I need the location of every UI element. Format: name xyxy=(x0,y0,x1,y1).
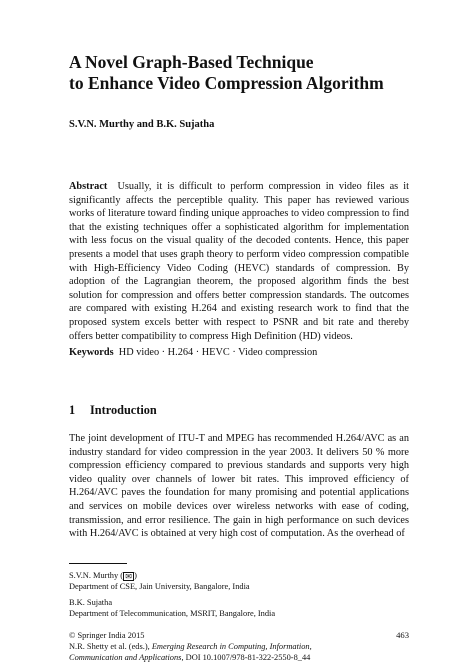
abstract-label: Abstract xyxy=(69,181,108,192)
abstract xyxy=(69,180,409,343)
author-list: S.V.N. Murthy and B.K. Sujatha xyxy=(69,119,215,130)
keywords xyxy=(69,346,409,360)
section-title: Introduction xyxy=(90,403,157,417)
author-footnote-2 xyxy=(69,597,409,619)
paper-title xyxy=(69,52,429,94)
copyright-line: © Springer India 2015 xyxy=(69,631,145,640)
author2-affiliation: Department of Telecommunication, MSRIT, Bangalore, India xyxy=(69,609,276,618)
author-footnote-1 xyxy=(69,570,409,592)
keywords-label: Keywords xyxy=(69,347,114,358)
author1-name: S.V.N. Murthy ( xyxy=(69,571,124,580)
section-number: 1 xyxy=(69,403,76,417)
citation-book-title-1: Emerging Research in Computing, Information, xyxy=(151,642,312,651)
citation-prefix: N.R. Shetty et al. (eds.), xyxy=(69,642,152,651)
title-line-1: A Novel Graph-Based Technique xyxy=(69,52,314,72)
envelope-icon: ✉ xyxy=(123,572,134,581)
citation-doi: , DOI 10.1007/978-81-322-2550-8_44 xyxy=(181,653,311,662)
section-heading xyxy=(69,403,157,418)
title-line-2: to Enhance Video Compression Algorithm xyxy=(69,73,384,93)
author1-affiliation: Department of CSE, Jain University, Bangalore, India xyxy=(69,582,250,591)
page-number: 463 xyxy=(396,630,409,640)
author2-name: B.K. Sujatha xyxy=(69,598,113,607)
abstract-text: Usually, it is difficult to perform compression in video files as it significantly affects the perceptible quality. This paper has reviewed various works of literature toward finding unique approaches to video compression to find that the existing techniques offer a sophisticated algorithm for implementation with less focus on the visual quality of the decoded contents. Hence, this paper presents a model that uses graph theory to perform video compression compatible with High-Efficiency Video Coding (HEVC) standards of compression. By adoption of the Lagrangian theorem, the proposed algorithm finds the best solution for compression and offers better compression standards. The outcomes are compared with existing H.264 and existing research work to find that the proposed system excels better with respect to PSNR and bit rate and thereby offers better compatibility to compress High Definition (HD) videos. xyxy=(69,181,409,342)
citation-book-title-2: Communication and Applications xyxy=(69,653,182,662)
footnote-rule xyxy=(69,563,127,564)
keywords-text: HD video · H.264 · HEVC · Video compression xyxy=(118,347,318,358)
author1-close: ) xyxy=(134,571,137,580)
publication-footnote xyxy=(69,630,409,663)
introduction-text: The joint development of ITU-T and MPEG has recommended H.264/AVC as an industry standard for video compression in the year 2003. It delivers 50 % more compression efficiency compared to previous standards and supports very high video quality over channels of lower bit rates. This improved efficiency of H.264/AVC paves the foundation for many promising and potential applications and services on mobile devices over wireless networks with ease of coding, transmission, and error resilience. The gain in high performance on such devices with H.264/AVC is obtained at very high cost of computation. As the overhead of xyxy=(69,433,409,540)
